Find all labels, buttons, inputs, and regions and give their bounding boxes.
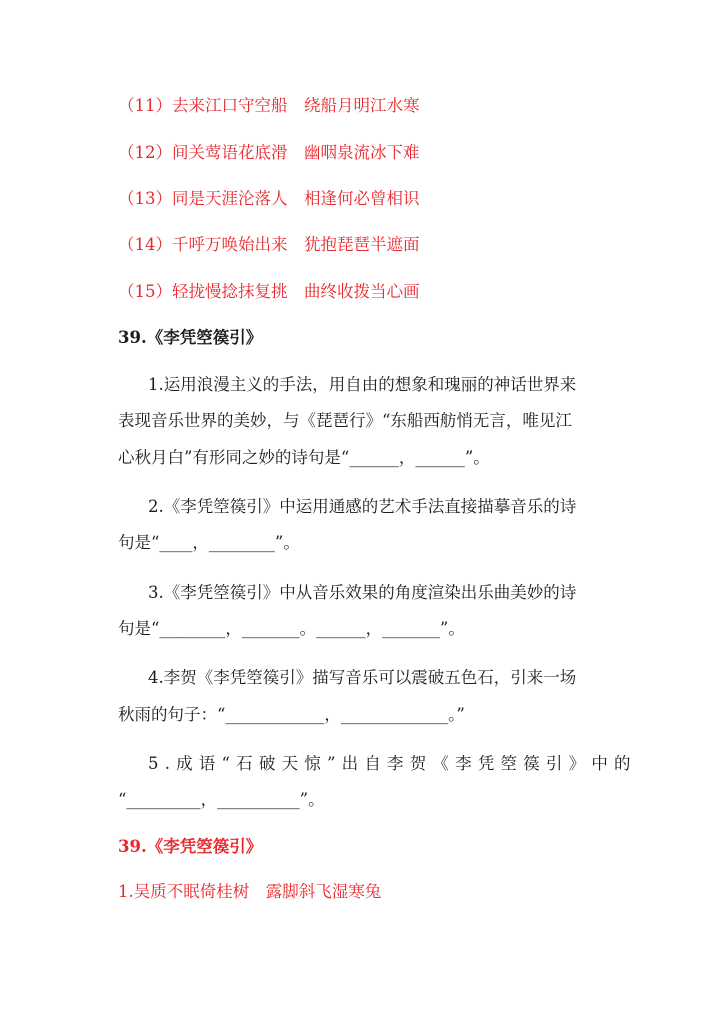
question-2-line-2: 句是“____，________”。 — [118, 533, 300, 552]
answer-line-12: （12）间关莺语花底滑 幽咽泉流冰下难 — [118, 143, 420, 162]
answer-line-13: （13）同是天涯沦落人 相逢何必曾相识 — [118, 189, 420, 208]
answer-line-15: （15）轻拢慢捻抹复挑 曲终收拨当心画 — [118, 282, 420, 301]
question-4-line-2: 秋雨的句子：“____________，_____________。” — [118, 705, 465, 724]
section-title: 39.《李凭箜篌引》 — [118, 328, 263, 347]
question-3-line-1: 3.《李凭箜篌引》中从音乐效果的角度渲染出乐曲美妙的诗 — [148, 583, 577, 602]
question-5-line-1: 5.成语“石破天惊”出自李贺《李凭箜篌引》中的 — [148, 754, 637, 773]
question-5-line-2: “_________，__________”。 — [118, 790, 325, 809]
question-1-line-3: 心秋月白”有形同之妙的诗句是“______，______”。 — [118, 448, 490, 467]
answer-section-title: 39.《李凭箜篌引》 — [118, 837, 263, 856]
answer-line-11: （11）去来江口守空船 绕船月明江水寒 — [118, 96, 420, 115]
answer-line-14: （14）千呼万唤始出来 犹抱琵琶半遮面 — [118, 235, 420, 254]
question-2-line-1: 2.《李凭箜篌引》中运用通感的艺术手法直接描摹音乐的诗 — [148, 497, 577, 516]
question-3-line-2: 句是“________，_______。______，_______”。 — [118, 619, 465, 638]
question-1-line-1: 1.运用浪漫主义的手法，用自由的想象和瑰丽的神话世界来 — [148, 375, 577, 394]
answer-line-1: 1.吴质不眠倚桂树 露脚斜飞湿寒兔 — [118, 882, 382, 901]
question-1-line-2: 表现音乐世界的美妙，与《琵琶行》“东船西舫悄无言，唯见江 — [118, 411, 572, 430]
question-4-line-1: 4.李贺《李凭箜篌引》描写音乐可以震破五色石，引来一场 — [148, 668, 577, 687]
